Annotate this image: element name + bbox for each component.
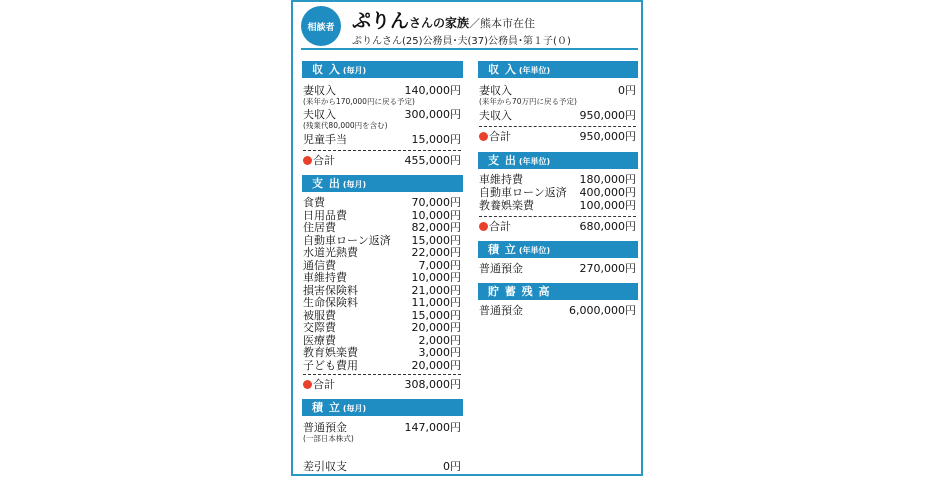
annual-income-total bbox=[479, 130, 636, 144]
title-name: ぷりん bbox=[352, 10, 410, 32]
section-title: 支 出 bbox=[312, 177, 341, 190]
expense-row bbox=[303, 284, 461, 297]
row-label: 夫収入 bbox=[303, 108, 336, 121]
row-value: 180,000円 bbox=[579, 173, 636, 186]
income-note-husband: (残業代80,000円を含む) bbox=[303, 121, 388, 130]
income-note-wife: (来年から170,000円に戻る予定) bbox=[303, 97, 415, 106]
section-unit: (年単位) bbox=[518, 246, 551, 255]
section-title: 収 入 bbox=[312, 63, 341, 76]
row-value: 100,000円 bbox=[579, 199, 636, 212]
total-label: 合計 bbox=[489, 130, 511, 143]
total-dot-icon bbox=[479, 132, 488, 141]
row-value: 10,000円 bbox=[411, 208, 461, 222]
row-value: 400,000円 bbox=[579, 186, 636, 199]
annual-savings-row bbox=[479, 262, 636, 275]
monthly-expense-total bbox=[303, 378, 461, 392]
row-label: 児童手当 bbox=[303, 133, 347, 146]
row-value: 70,000円 bbox=[411, 196, 461, 209]
section-title: 収 入 bbox=[488, 63, 517, 76]
section-unit: (年単位) bbox=[518, 157, 551, 166]
row-value: 15,000円 bbox=[411, 233, 461, 247]
row-label: 教養娯楽費 bbox=[479, 199, 534, 212]
savings-balance-header bbox=[478, 283, 638, 300]
total-label: 合計 bbox=[313, 378, 335, 391]
balance-row bbox=[303, 460, 461, 473]
row-label: 医療費 bbox=[303, 333, 336, 347]
row-value: 300,000円 bbox=[404, 108, 461, 121]
row-label: 夫収入 bbox=[479, 109, 512, 122]
row-label: 被服費 bbox=[303, 308, 336, 322]
row-label: 子ども費用 bbox=[303, 358, 358, 372]
expense-row bbox=[303, 309, 461, 322]
expense-row bbox=[303, 246, 461, 259]
total-value: 950,000円 bbox=[579, 130, 636, 143]
expense-row bbox=[303, 359, 461, 372]
expense-row bbox=[303, 334, 461, 347]
annual-expense-header bbox=[478, 152, 638, 169]
dashed-divider bbox=[479, 216, 636, 217]
annual-expense-row bbox=[479, 186, 636, 199]
annual-expense-row bbox=[479, 199, 636, 212]
section-unit: (毎月) bbox=[342, 404, 367, 413]
row-value: 15,000円 bbox=[411, 133, 461, 146]
row-label: 住居費 bbox=[303, 221, 336, 234]
row-label: 損害保険料 bbox=[303, 283, 358, 297]
annual-savings-header bbox=[478, 241, 638, 258]
row-value: 2,000円 bbox=[418, 333, 461, 347]
row-value: 0円 bbox=[618, 84, 636, 97]
row-value: 3,000円 bbox=[418, 346, 461, 359]
monthly-savings-header bbox=[302, 399, 463, 416]
row-label: 妻収入 bbox=[479, 84, 512, 97]
row-value: 950,000円 bbox=[579, 109, 636, 122]
row-value: 0円 bbox=[443, 460, 461, 473]
savings-balance-row bbox=[479, 304, 636, 317]
row-value: 147,000円 bbox=[404, 421, 461, 434]
row-value: 6,000,000円 bbox=[569, 304, 636, 317]
row-value: 22,000円 bbox=[411, 246, 461, 259]
monthly-income-total bbox=[303, 154, 461, 168]
total-value: 308,000円 bbox=[404, 378, 461, 391]
total-dot-icon bbox=[303, 156, 312, 165]
expense-row bbox=[303, 259, 461, 272]
total-dot-icon bbox=[479, 222, 488, 231]
row-value: 20,000円 bbox=[411, 358, 461, 372]
dashed-divider bbox=[303, 374, 461, 375]
row-label: 車維持費 bbox=[303, 271, 347, 284]
section-title: 支 出 bbox=[488, 154, 517, 167]
expense-row bbox=[303, 196, 461, 209]
expense-row bbox=[303, 234, 461, 247]
section-title: 貯 蓄 残 高 bbox=[488, 285, 551, 298]
row-label: 教育娯楽費 bbox=[303, 346, 358, 359]
consultant-badge: 相談者 bbox=[301, 6, 341, 46]
title-place: ／熊本市在住 bbox=[469, 17, 536, 30]
row-value: 11,000円 bbox=[411, 296, 461, 309]
row-label: 水道光熱費 bbox=[303, 246, 358, 259]
row-label: 普通預金 bbox=[479, 262, 523, 275]
dashed-divider bbox=[303, 150, 461, 151]
row-label: 通信費 bbox=[303, 258, 336, 272]
row-value: 10,000円 bbox=[411, 271, 461, 284]
row-label: 車維持費 bbox=[479, 173, 523, 186]
section-title: 積 立 bbox=[488, 243, 517, 256]
row-value: 82,000円 bbox=[411, 221, 461, 234]
row-value: 15,000円 bbox=[411, 308, 461, 322]
page-title bbox=[352, 6, 535, 33]
annual-income-header bbox=[478, 61, 638, 78]
section-unit: (年単位) bbox=[518, 66, 551, 75]
row-label: 交際費 bbox=[303, 321, 336, 334]
row-value: 21,000円 bbox=[411, 283, 461, 297]
total-dot-icon bbox=[303, 380, 312, 389]
total-label: 合計 bbox=[489, 220, 511, 233]
expense-row bbox=[303, 221, 461, 234]
row-value: 270,000円 bbox=[579, 262, 636, 275]
expense-row bbox=[303, 321, 461, 334]
monthly-income-header bbox=[302, 61, 463, 78]
header-divider bbox=[301, 48, 638, 50]
total-value: 455,000円 bbox=[404, 154, 461, 167]
expense-row bbox=[303, 346, 461, 359]
section-unit: (毎月) bbox=[342, 180, 367, 189]
annual-expense-total bbox=[479, 220, 636, 234]
row-value: 7,000円 bbox=[418, 258, 461, 272]
annual-income-note-wife: (来年から70万円に戻る予定) bbox=[479, 97, 577, 106]
row-label: 妻収入 bbox=[303, 84, 336, 97]
expense-row bbox=[303, 209, 461, 222]
row-label: 普通預金 bbox=[479, 304, 523, 317]
dashed-divider bbox=[479, 126, 636, 127]
title-suffix: さんの家族 bbox=[409, 16, 470, 30]
savings-note: (一部日本株式) bbox=[303, 434, 354, 443]
annual-income-row-husband bbox=[479, 109, 636, 122]
annual-expense-row bbox=[479, 173, 636, 186]
row-label: 食費 bbox=[303, 196, 325, 209]
section-title: 積 立 bbox=[312, 401, 341, 414]
row-label: 日用品費 bbox=[303, 208, 347, 222]
section-unit: (毎月) bbox=[342, 66, 367, 75]
row-label: 生命保険料 bbox=[303, 296, 358, 309]
total-label: 合計 bbox=[313, 154, 335, 167]
expense-row bbox=[303, 271, 461, 284]
row-value: 140,000円 bbox=[404, 84, 461, 97]
total-value: 680,000円 bbox=[579, 220, 636, 233]
income-row-child-allowance bbox=[303, 133, 461, 146]
row-value: 20,000円 bbox=[411, 321, 461, 334]
row-label: 差引収支 bbox=[303, 460, 347, 473]
expense-row bbox=[303, 296, 461, 309]
monthly-expense-header bbox=[302, 175, 463, 192]
row-label: 自動車ローン返済 bbox=[303, 233, 391, 247]
family-subtitle: ぷりんさん(25)公務員･夫(37)公務員･第１子(０) bbox=[352, 36, 571, 47]
row-label: 普通預金 bbox=[303, 421, 347, 434]
row-label: 自動車ローン返済 bbox=[479, 186, 567, 199]
